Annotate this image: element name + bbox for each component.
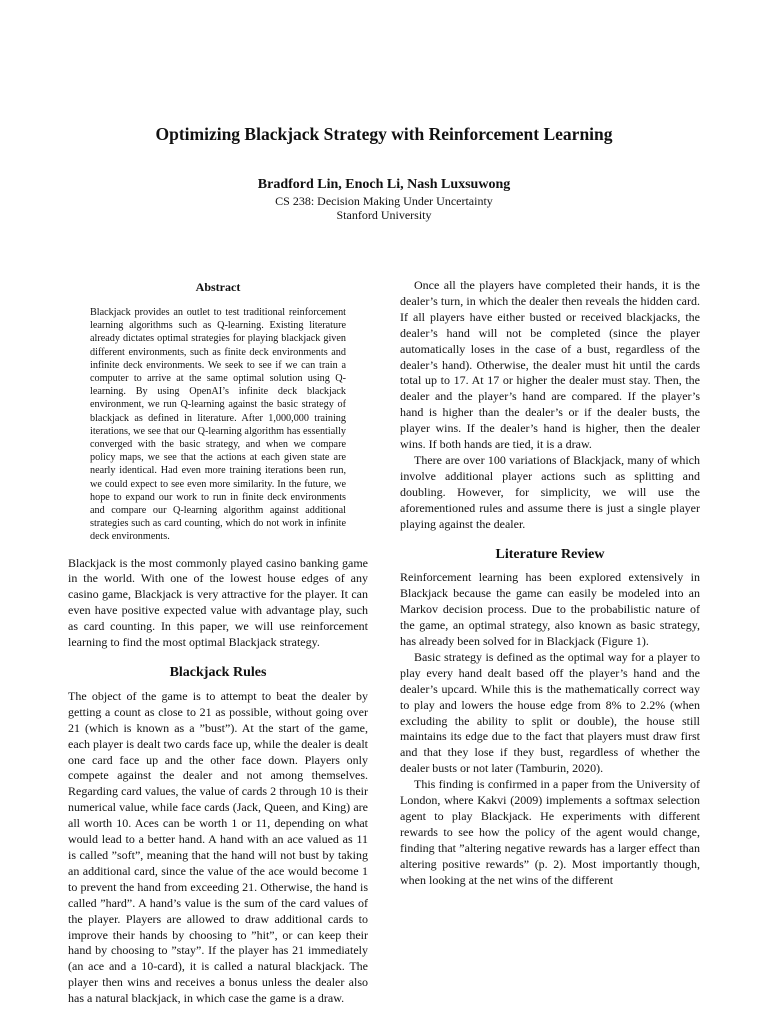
affiliation-course: CS 238: Decision Making Under Uncertainty — [275, 194, 493, 208]
left-column — [68, 278, 368, 1007]
literature-paragraph-2: Basic strategy is defined as the optimal way for a player to play every hand dealt based off the player’s hand and the dealer’s upcard. While this is the mathematically correct way to play and lowers the house edge from 8% to 2.2% (when excluding the ability to split or double), the house still maintains its edge due to the fact that players must draw first and that they lose if they bust, regardless of whether the dealer busts or not later (Tamburin, 2020). — [400, 649, 700, 776]
rules-paragraph-1: The object of the game is to attempt to beat the dealer by getting a count as close to 21 as possible, without going over 21 (which is known as a ”bust”). At the start of the game, each player is dealt two cards face up, while the dealer is dealt one card face up and the other face down. Players only compete against the dealer and not among themselves. Regarding card values, the value of cards 2 through 10 is their numerical value, while face cards (Jack, Queen, and King) are all worth 10. Aces can be worth 1 or 11, depending on what would lead to a better hand. A hand with an ace valued as 11 is called ”soft”, meaning that the hand will not bust by taking an additional card, since the value of the ace would become 1 to prevent the hand from exceeding 21. Otherwise, the hand is called ”hard”. A hand’s value is the sum of the card values of the player. Players are allowed to draw additional cards to improve their hands by choosing to ”hit”, or can keep their hand by choosing to ”stay”. If the player has 21 immediately (an ace and a 10-card), it is called a natural blackjack. The player then wins and receives a bonus unless the dealer also has a natural blackjack, in which case the game is a draw. — [68, 688, 368, 1006]
abstract-body — [90, 306, 346, 544]
paper-title: Optimizing Blackjack Strategy with Reinforcement Learning — [155, 124, 613, 144]
intro-paragraph: Blackjack is the most commonly played casino banking game in the world. With one of the lowest house edges of any casino game, Blackjack is very attractive for the player. It can even have positive expected value with advantage play, such as card counting. In this paper, we will use reinforcement learning to find the most optimal Blackjack strategy. — [68, 555, 368, 650]
abstract-heading: Abstract — [195, 280, 241, 294]
section-heading-literature: Literature Review — [495, 546, 605, 562]
rules-paragraph-3: There are over 100 variations of Blackjack, many of which involve additional player actions such as splitting and doubling. However, for simplicity, we will use the aforementioned rules and assume there is just a single player playing against the dealer. — [400, 452, 700, 531]
rules-paragraph-2: Once all the players have completed their hands, it is the dealer’s turn, in which the dealer then reveals the hidden card. If all players have either busted or received blackjacks, the dealer’s hand will not be completed (since the player automatically loses in the case of a bust, regardless of the dealer’s hand). Otherwise, the dealer must hit until the cards total up to 17. At 17 or higher the dealer must stay. Then, the dealer and the player’s hand are compared. If the player’s hand is higher than the dealer’s or if the dealer busts, the player wins. If the dealer’s hand is higher, then the dealer wins. If both hands are tied, it is a draw. — [400, 278, 700, 452]
right-column — [400, 278, 700, 889]
literature-paragraph-1: Reinforcement learning has been explored extensively in Blackjack because the game can easily be modeled into an Markov decision process. Due to the probabilistic nature of the game, an optimal strategy, also known as basic strategy, has already been solved for in Blackjack (Figure 1). — [400, 570, 700, 649]
affiliation-university: Stanford University — [336, 208, 432, 222]
section-heading-rules: Blackjack Rules — [169, 665, 267, 680]
literature-paragraph-3: This finding is confirmed in a paper from the University of London, where Kakvi (2009) implements a softmax selection agent to play Blackjack. He experiments with different rewards to see how the policy of the agent would change, finding that ”altering negative rewards has a larger effect than altering positive rewards” (p. 2). Most importantly though, when looking at the net wins of the different — [400, 777, 700, 887]
paper-authors: Bradford Lin, Enoch Li, Nash Luxsuwong — [257, 177, 511, 192]
abstract-text: Blackjack provides an outlet to test traditional reinforcement learning algorithms such as Q-learning. Existing literature already dictates optimal strategies for playing blackjack given different environments, such as finite deck environments and infinite deck environments. We seek to see if we can train a computer to arrive at the same optimal solution using Q-learning. By using OpenAI’s infinite deck blackjack environment, we run Q-learning against the basic strategy of blackjack as defined in literature. After 1,000,000 training iterations, we see that our Q-learning algorithm has essentially converged with the basic strategy, and when we compare policy maps, we see that the actions at each given state are nearly identical. Had even more training iterations been run, we could expect to see even more similarity. In the future, we hope to expand our work to run in finite deck environments and compare our Q-learning algorithm against additional strategies such as card counting, which do not work in infinite deck environments. — [90, 306, 346, 543]
